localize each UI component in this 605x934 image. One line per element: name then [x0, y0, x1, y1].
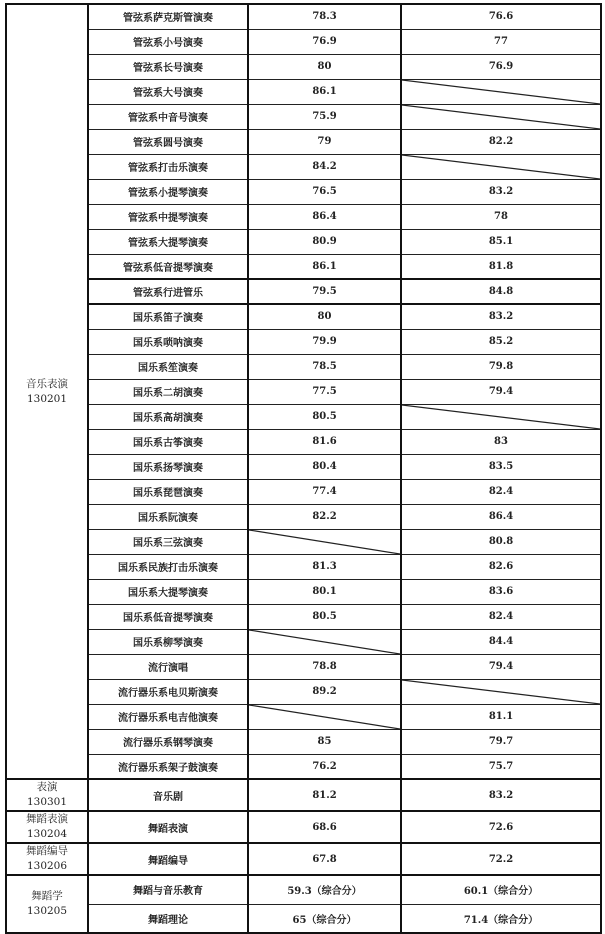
score-column-1-cell: 81.2	[248, 779, 401, 811]
program-name-cell: 管弦系行进管乐	[88, 279, 248, 304]
program-name-cell: 管弦系小提琴演奏	[88, 179, 248, 204]
score-column-2-cell: 83.2	[401, 304, 601, 329]
score-column-2-cell: 79.8	[401, 354, 601, 379]
score-column-1-cell: 89.2	[248, 679, 401, 704]
score-column-1-cell: 75.9	[248, 104, 401, 129]
program-name-cell: 管弦系大号演奏	[88, 79, 248, 104]
table-row	[6, 679, 601, 704]
program-name-cell: 流行器乐系电贝斯演奏	[88, 679, 248, 704]
program-name-cell: 管弦系萨克斯管演奏	[88, 4, 248, 29]
score-column-2-cell	[401, 679, 601, 704]
score-table-body	[6, 4, 601, 933]
table-row	[6, 704, 601, 729]
table-row	[6, 29, 601, 54]
program-name-cell: 舞蹈与音乐教育	[88, 875, 248, 904]
score-column-2-cell: 86.4	[401, 504, 601, 529]
program-name-cell: 管弦系长号演奏	[88, 54, 248, 79]
score-column-2-cell: 79.4	[401, 654, 601, 679]
table-row	[6, 429, 601, 454]
score-column-2-cell: 81.8	[401, 254, 601, 279]
score-column-1-cell: 86.1	[248, 254, 401, 279]
score-column-2-cell	[401, 404, 601, 429]
score-table	[5, 3, 602, 934]
score-column-2-cell: 85.2	[401, 329, 601, 354]
program-name-cell: 国乐系唢呐演奏	[88, 329, 248, 354]
major-code: 130201	[26, 392, 68, 405]
table-row	[6, 729, 601, 754]
score-column-2-cell: 76.6	[401, 4, 601, 29]
score-column-1-cell: 79.9	[248, 329, 401, 354]
program-name-cell: 国乐系扬琴演奏	[88, 454, 248, 479]
score-column-1-cell: 77.4	[248, 479, 401, 504]
program-name-cell: 管弦系小号演奏	[88, 29, 248, 54]
score-column-2-cell: 83.2	[401, 179, 601, 204]
program-name-cell: 舞蹈理论	[88, 904, 248, 933]
major-code: 130206	[26, 860, 68, 872]
score-column-1-cell: 80.5	[248, 604, 401, 629]
major-category-cell	[6, 779, 88, 811]
empty-cell-slash-icon	[402, 405, 600, 429]
score-column-2-cell	[401, 79, 601, 104]
empty-cell-slash-icon	[249, 630, 400, 654]
major-category-cell	[6, 4, 88, 779]
table-row	[6, 554, 601, 579]
score-column-1-cell: 80.5	[248, 404, 401, 429]
major-name: 舞蹈编导	[26, 845, 68, 857]
score-column-1-cell: 80.4	[248, 454, 401, 479]
table-row	[6, 229, 601, 254]
score-column-2-cell: 72.2	[401, 843, 601, 875]
score-column-2-cell: 79.7	[401, 729, 601, 754]
program-name-cell: 国乐系高胡演奏	[88, 404, 248, 429]
table-row	[6, 604, 601, 629]
score-column-1-cell: 86.1	[248, 79, 401, 104]
table-row	[6, 204, 601, 229]
score-column-2-cell: 80.8	[401, 529, 601, 554]
major-name: 舞蹈表演	[26, 813, 68, 825]
program-name-cell: 舞蹈表演	[88, 811, 248, 843]
major-name: 舞蹈学	[31, 890, 63, 902]
score-column-2-cell: 84.4	[401, 629, 601, 654]
program-name-cell: 国乐系笙演奏	[88, 354, 248, 379]
program-name-cell: 管弦系打击乐演奏	[88, 154, 248, 179]
score-column-1-cell: 82.2	[248, 504, 401, 529]
major-code: 130301	[26, 796, 68, 808]
table-row	[6, 79, 601, 104]
major-name: 表演	[36, 781, 58, 793]
program-name-cell: 国乐系大提琴演奏	[88, 579, 248, 604]
table-row	[6, 54, 601, 79]
score-column-2-cell: 72.6	[401, 811, 601, 843]
program-name-cell: 音乐剧	[88, 779, 248, 811]
score-column-2-cell: 79.4	[401, 379, 601, 404]
score-column-1-cell: 80.9	[248, 229, 401, 254]
score-column-1-cell: 85	[248, 729, 401, 754]
score-column-1-cell: 79.5	[248, 279, 401, 304]
table-row	[6, 104, 601, 129]
empty-cell-slash-icon	[249, 530, 400, 554]
table-row	[6, 404, 601, 429]
score-column-2-cell: 83.6	[401, 579, 601, 604]
score-column-1-cell: 78.3	[248, 4, 401, 29]
score-column-1-cell	[248, 704, 401, 729]
table-row	[6, 154, 601, 179]
empty-cell-slash-icon	[402, 80, 600, 104]
empty-cell-slash-icon	[249, 705, 400, 729]
program-name-cell: 国乐系柳琴演奏	[88, 629, 248, 654]
score-column-1-cell: 78.5	[248, 354, 401, 379]
score-column-2-cell: 75.7	[401, 754, 601, 779]
table-row	[6, 529, 601, 554]
major-category-cell	[6, 811, 88, 843]
score-column-1-cell: 79	[248, 129, 401, 154]
program-name-cell: 流行器乐系电吉他演奏	[88, 704, 248, 729]
score-column-2-cell: 83.2	[401, 779, 601, 811]
program-name-cell: 舞蹈编导	[88, 843, 248, 875]
program-name-cell: 国乐系古筝演奏	[88, 429, 248, 454]
program-name-cell: 流行器乐系钢琴演奏	[88, 729, 248, 754]
score-column-1-cell: 80	[248, 54, 401, 79]
score-column-1-cell: 68.6	[248, 811, 401, 843]
major-code: 130204	[26, 828, 68, 840]
table-row	[6, 4, 601, 29]
empty-cell-slash-icon	[402, 105, 600, 129]
score-column-1-cell	[248, 529, 401, 554]
table-row	[6, 279, 601, 304]
table-row	[6, 304, 601, 329]
table-row	[6, 875, 601, 904]
score-column-1-cell: 67.8	[248, 843, 401, 875]
score-column-2-cell: 82.6	[401, 554, 601, 579]
table-row	[6, 754, 601, 779]
empty-cell-slash-icon	[402, 155, 600, 179]
table-row	[6, 454, 601, 479]
major-code: 130205	[26, 905, 68, 917]
score-column-2-cell: 84.8	[401, 279, 601, 304]
score-column-2-cell	[401, 154, 601, 179]
score-table-container	[5, 3, 602, 934]
major-category-cell	[6, 843, 88, 875]
score-column-2-cell: 82.4	[401, 479, 601, 504]
major-category-cell	[6, 875, 88, 933]
program-name-cell: 国乐系低音提琴演奏	[88, 604, 248, 629]
program-name-cell: 国乐系三弦演奏	[88, 529, 248, 554]
table-row	[6, 811, 601, 843]
program-name-cell: 流行器乐系架子鼓演奏	[88, 754, 248, 779]
score-column-2-cell: 82.4	[401, 604, 601, 629]
program-name-cell: 国乐系二胡演奏	[88, 379, 248, 404]
score-column-1-cell: 76.9	[248, 29, 401, 54]
table-row	[6, 179, 601, 204]
score-column-1-cell: 77.5	[248, 379, 401, 404]
empty-cell-slash-icon	[402, 680, 600, 704]
score-column-1-cell: 86.4	[248, 204, 401, 229]
score-column-2-cell	[401, 104, 601, 129]
program-name-cell: 国乐系民族打击乐演奏	[88, 554, 248, 579]
program-name-cell: 管弦系圆号演奏	[88, 129, 248, 154]
program-name-cell: 国乐系阮演奏	[88, 504, 248, 529]
table-row	[6, 379, 601, 404]
score-column-2-cell: 78	[401, 204, 601, 229]
program-name-cell: 管弦系中音号演奏	[88, 104, 248, 129]
table-row	[6, 579, 601, 604]
table-row	[6, 654, 601, 679]
score-column-2-cell: 83	[401, 429, 601, 454]
score-column-1-cell: 80.1	[248, 579, 401, 604]
score-column-1-cell: 65（综合分）	[248, 904, 401, 933]
score-column-2-cell: 77	[401, 29, 601, 54]
program-name-cell: 管弦系中提琴演奏	[88, 204, 248, 229]
score-column-1-cell: 84.2	[248, 154, 401, 179]
table-row	[6, 329, 601, 354]
table-row	[6, 904, 601, 933]
score-column-2-cell: 60.1（综合分）	[401, 875, 601, 904]
score-column-1-cell: 78.8	[248, 654, 401, 679]
table-row	[6, 129, 601, 154]
program-name-cell: 国乐系琵琶演奏	[88, 479, 248, 504]
score-column-1-cell: 76.2	[248, 754, 401, 779]
score-column-1-cell: 81.3	[248, 554, 401, 579]
score-column-1-cell: 80	[248, 304, 401, 329]
table-row	[6, 779, 601, 811]
score-column-2-cell: 83.5	[401, 454, 601, 479]
score-column-2-cell: 71.4（综合分）	[401, 904, 601, 933]
score-column-1-cell: 59.3（综合分）	[248, 875, 401, 904]
program-name-cell: 管弦系大提琴演奏	[88, 229, 248, 254]
major-name: 音乐表演	[26, 377, 68, 390]
table-row	[6, 629, 601, 654]
program-name-cell: 国乐系笛子演奏	[88, 304, 248, 329]
program-name-cell: 流行演唱	[88, 654, 248, 679]
table-row	[6, 479, 601, 504]
table-row	[6, 254, 601, 279]
score-column-1-cell: 81.6	[248, 429, 401, 454]
program-name-cell: 管弦系低音提琴演奏	[88, 254, 248, 279]
score-column-1-cell	[248, 629, 401, 654]
table-row	[6, 504, 601, 529]
score-column-2-cell: 82.2	[401, 129, 601, 154]
score-column-2-cell: 76.9	[401, 54, 601, 79]
table-row	[6, 843, 601, 875]
score-column-2-cell: 81.1	[401, 704, 601, 729]
score-column-2-cell: 85.1	[401, 229, 601, 254]
score-column-1-cell: 76.5	[248, 179, 401, 204]
table-row	[6, 354, 601, 379]
